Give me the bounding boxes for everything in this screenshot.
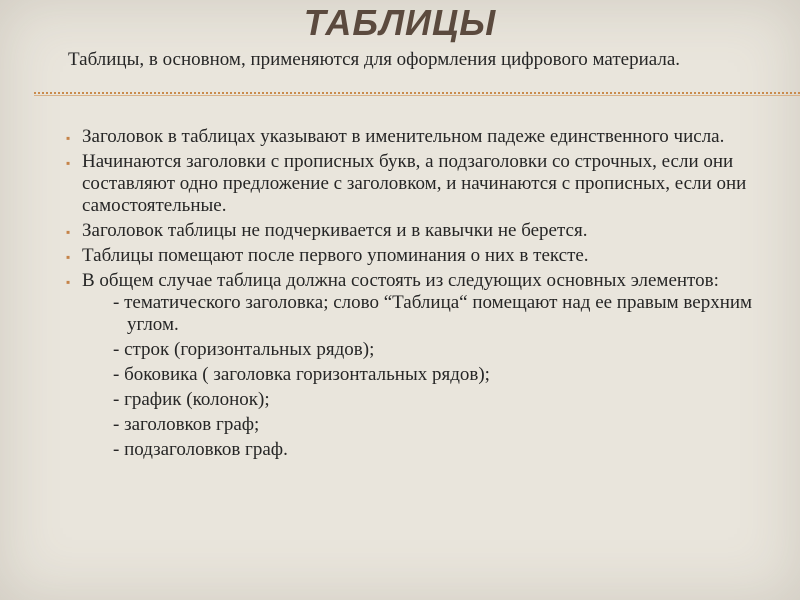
list-item-text: Заголовок таблицы не подчеркивается и в кавычки не берется.: [82, 220, 588, 241]
list-item: [66, 151, 782, 217]
divider-line: [34, 92, 800, 94]
sub-list-item: - подзаголовков граф.: [113, 439, 288, 460]
square-bullet-icon: ▪: [66, 156, 71, 170]
square-bullet-icon: ▪: [66, 225, 71, 239]
list-item-text: В общем случае таблица должна состоять из следующих основных элементов:: [82, 270, 719, 291]
list-item: [66, 245, 782, 267]
list-item-text: Начинаются заголовки с прописных букв, а подзаголовки со строчных, если они составляют одно предложение с заголовком, и начинаются с прописных, если они самостоятельные.: [82, 151, 747, 216]
sub-list: [82, 292, 782, 461]
square-bullet-icon: ▪: [66, 275, 71, 289]
sub-list-item: - строк (горизонтальных рядов);: [113, 339, 375, 360]
list-item: [66, 126, 782, 148]
square-bullet-icon: ▪: [66, 250, 71, 264]
sub-list-item: - заголовков граф;: [113, 414, 260, 435]
sub-list-item: - тематического заголовка; слово “Таблица“ помещают над ее правым верхним углом.: [113, 292, 753, 335]
slide-title: ТАБЛИЦЫ: [303, 2, 497, 43]
square-bullet-icon: ▪: [66, 131, 71, 145]
list-item: [66, 270, 782, 461]
list-item-text: Заголовок в таблицах указывают в именительном падеже единственного числа.: [82, 126, 725, 147]
sub-list-item: - график (колонок);: [113, 389, 270, 410]
list-item-text: Таблицы помещают после первого упоминания о них в тексте.: [82, 245, 589, 266]
intro-paragraph: Таблицы, в основном, применяются для оформления цифрового материала.: [68, 49, 681, 70]
bullet-list: [66, 126, 782, 464]
sub-list-item: - боковика ( заголовка горизонтальных рядов);: [113, 364, 490, 385]
list-item: [66, 220, 782, 242]
